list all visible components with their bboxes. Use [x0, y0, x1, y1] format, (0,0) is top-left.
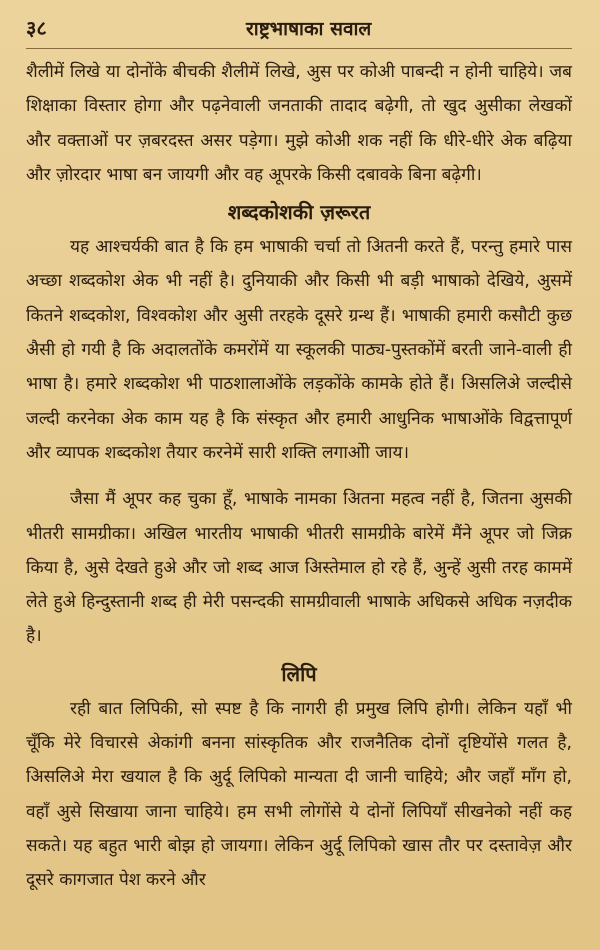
paragraph-2: यह आश्चर्यकी बात है कि हम भाषाकी चर्चा तो अितनी करते हैं, परन्तु हमारे पास अच्छा शब्दकोश अेक भी नहीं है। दुनियाकी और किसी भी बड़ी भाषाको देखिये, अुसमें कितने शब्दकोश, विश्वकोश और अुसी तरहके दूसरे ग्रन्थ हैं। भाषाकी हमारी कसौटी कुछ अैसी हो गयी है कि अदालतोंके कमरोंमें या स्कूलकी पाठ्य-पुस्तकोंमें बरती जाने-वाली ही भाषा है। हमारे शब्दकोश भी पाठशालाओंके लड़कोंके कामके होते हैं। अिसलिअे जल्दीसे जल्दी करनेका अेक काम यह है कि संस्कृत और हमारी आधुनिक भाषाओंके विद्वत्तापूर्ण और व्यापक शब्दकोश तैयार करनेमें सारी शक्ति लगाओी जाय।	[26, 237, 572, 463]
paragraph-3: जैसा मैं अूपर कह चुका हूँ, भाषाके नामका अितना महत्व नहीं है, जितना अुसकी भीतरी सामग्रीका। अखिल भारतीय भाषाकी भीतरी सामग्रीके बारेमें मैंने अूपर जो जिक्र किया है, अुसे देखते हुअे और जो शब्द आज अिस्तेमाल हो रहे हैं, अुन्हें अुसी तरह काममें लेते हुअे हिन्दुस्तानी शब्द ही मेरी पसन्दकी सामग्रीवाली भाषाके अधिकसे अधिक नज़दीक है।	[26, 489, 572, 647]
paragraph-4: रही बात लिपिकी, सो स्पष्ट है कि नागरी ही प्रमुख लिपि होगी। लेकिन यहाँ भी चूँकि मेरे विचारसे अेकांगी बनना सांस्कृतिक और राजनैतिक दोनों दृष्टियोंसे गलत है, अिसलिअे मेरा खयाल है कि अुर्दू लिपिको मान्यता दी जानी चाहिये; और जहाँ माँग हो, वहाँ अुसे सिखाया जाना चाहिये। हम सभी लोगोंसे ये दोनों लिपियाँ सीखनेको नहीं कह सकते। यह बहुत भारी बोझ हो जायगा। लेकिन अुर्दू लिपिको खास तौर पर दस्तावेज़ और दूसरे कागजात पेश करने और	[26, 698, 572, 891]
paragraph-1: शैलीमें लिखे या दोनोंके बीचकी शैलीमें लिखे, अुस पर कोअी पाबन्दी न होनी चाहिये। जब शिक्षाका विस्तार होगा और पढ़नेवाली जनताकी तादाद बढ़ेगी, तो खुद अुसीका लेखकों और वक्ताओं पर ज़बरदस्त असर पड़ेगा। मुझे कोअी शक नहीं कि धीरे-धीरे अेक बढ़िया और ज़ोरदार भाषा बन जायगी और वह अूपरके किसी दबावके बिना बढ़ेगी।	[26, 62, 572, 185]
running-header	[26, 14, 572, 49]
section-heading-dictionary: शब्दकोशकी ज़रूरत	[227, 200, 371, 225]
section-heading-script: लिपि	[281, 661, 317, 686]
running-title: राष्ट्रभाषाका सवाल	[246, 18, 372, 40]
page-number: ३८	[26, 16, 47, 40]
